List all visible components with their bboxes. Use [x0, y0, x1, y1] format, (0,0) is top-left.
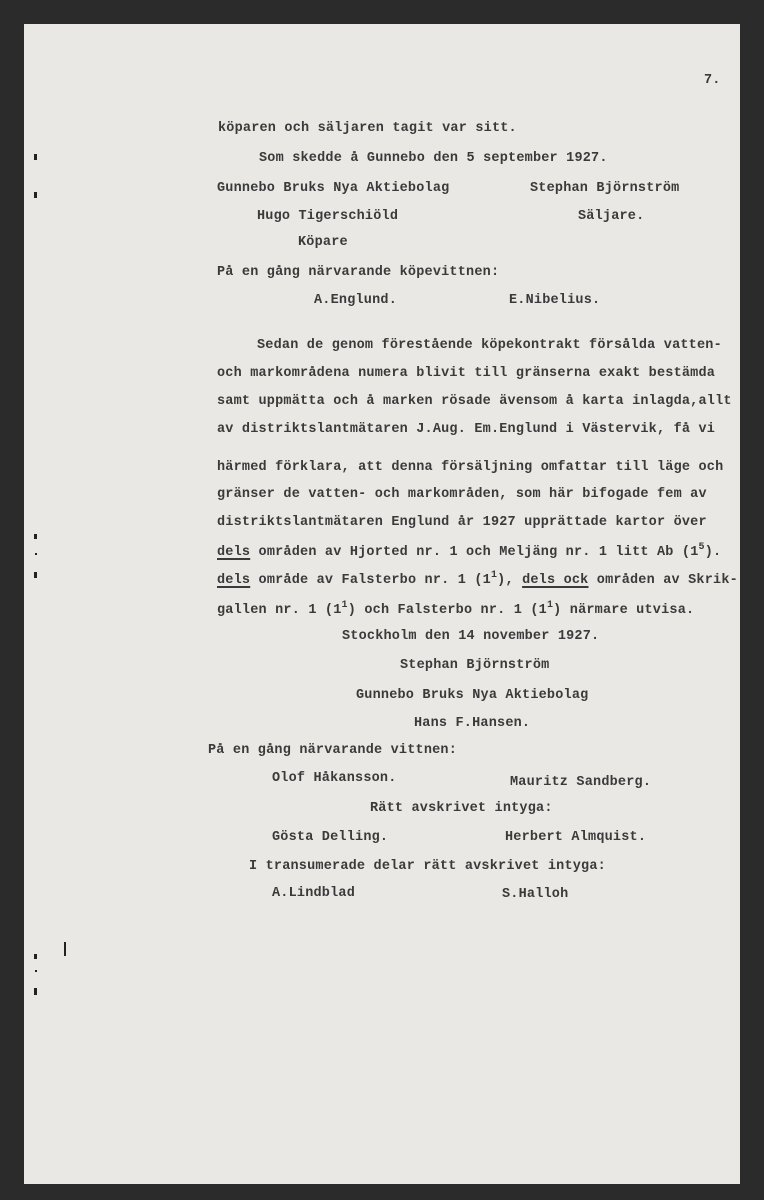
signature-buyer-name: Hugo Tigerschiöld	[257, 209, 399, 224]
signature-seller: Stephan Björnström	[400, 658, 550, 673]
certification-heading: Rätt avskrivet intyga:	[370, 801, 553, 816]
underlined-dels-ock: dels ock	[522, 573, 589, 588]
paragraph-line: gränser de vatten- och markområden, som här bifogade fem av	[217, 487, 707, 502]
margin-mark	[35, 553, 37, 555]
witness-heading: På en gång närvarande köpevittnen:	[217, 265, 500, 280]
certifier-name: S.Halloh	[502, 887, 569, 902]
paragraph-line: distriktslantmätaren Englund år 1927 upprättade kartor över	[217, 515, 707, 530]
paragraph-line: dels områden av Hjorted nr. 1 och Meljäng nr. 1 litt Ab $(1^5)$.	[217, 542, 722, 560]
signature-company: Gunnebo Bruks Nya Aktiebolag	[356, 688, 589, 703]
underlined-dels: dels	[217, 545, 251, 560]
underlined-dels: dels	[217, 573, 251, 588]
paragraph-line: dels område av Falsterbo nr. 1 $(1^1)$, dels ock områden av Skrik-	[217, 570, 738, 588]
signature-seller: Stephan Björnström	[530, 181, 680, 196]
paragraph-line: av distriktslantmätaren J.Aug. Em.Englund i Västervik, få vi	[217, 422, 716, 437]
paragraph-line: härmed förklara, att denna försäljning omfattar till läge och	[217, 460, 724, 475]
margin-mark	[34, 572, 37, 578]
paragraph-line: Sedan de genom förestående köpekontrakt försålda vatten-	[257, 338, 722, 353]
margin-mark	[34, 954, 37, 959]
typed-letter	[24, 24, 740, 1184]
witness-name: E.Nibelius.	[509, 293, 601, 308]
paragraph-line: och markområdena numera blivit till gränserna exakt bestämda	[217, 366, 716, 381]
certifier-name: Gösta Delling.	[272, 830, 389, 845]
witness-name: Mauritz Sandberg.	[510, 775, 652, 790]
certifier-name: Herbert Almquist.	[505, 830, 647, 845]
page-number: 7.	[704, 73, 721, 88]
witness-name: A.Englund.	[314, 293, 398, 308]
margin-mark	[35, 970, 37, 972]
document-page	[24, 24, 740, 1184]
paragraph-line: samt uppmätta och å marken rösade ävensom å karta inlagda,allt	[217, 394, 732, 409]
signature-name: Hans F.Hansen.	[414, 716, 531, 731]
margin-mark	[34, 192, 37, 198]
paragraph-line: gallen nr. 1 $(1^1)$ och Falsterbo nr. 1 $(1^1)$ närmare utvisa.	[217, 600, 695, 618]
margin-mark	[64, 942, 66, 956]
seller-role: Säljare.	[578, 209, 645, 224]
witness-heading: På en gång närvarande vittnen:	[208, 743, 458, 758]
margin-mark	[34, 154, 37, 160]
margin-mark	[34, 534, 37, 539]
text-line: Som skedde å Gunnebo den 5 september 1927.	[259, 151, 608, 166]
margin-mark	[34, 988, 37, 995]
buyer-role: Köpare	[298, 235, 348, 250]
witness-name: Olof Håkansson.	[272, 771, 397, 786]
certification-heading: I transumerade delar rätt avskrivet intyga:	[249, 859, 606, 874]
text-line: köparen och säljaren tagit var sitt.	[218, 121, 517, 136]
certifier-name: A.Lindblad	[272, 886, 356, 901]
place-date: Stockholm den 14 november 1927.	[342, 629, 600, 644]
signature-company: Gunnebo Bruks Nya Aktiebolag	[217, 181, 450, 196]
